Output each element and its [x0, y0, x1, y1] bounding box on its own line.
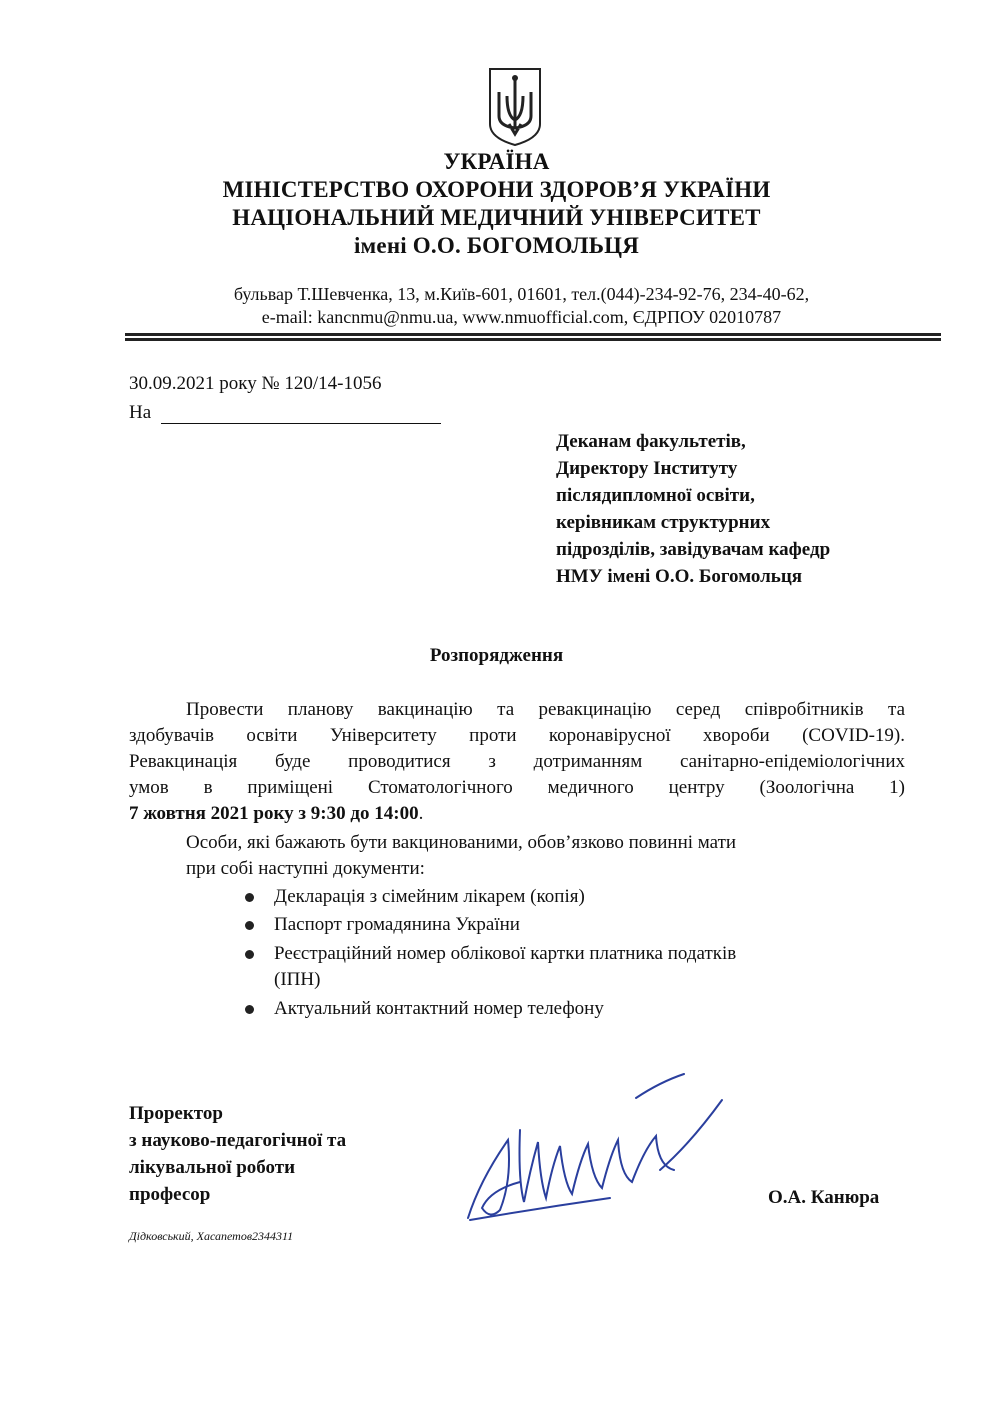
- addressee-line: післядипломної освіти,: [556, 485, 755, 506]
- document-list-item: Декларація з сімейним лікарем (копія): [274, 886, 585, 907]
- body-line: умов в приміщені Стоматологічного медичного центру (Зоологічна 1): [129, 777, 905, 798]
- addressee-line: підрозділів, завідувачам кафедр: [556, 539, 831, 560]
- body-line: при собі наступні документи:: [186, 858, 425, 879]
- vaccination-date: 7 жовтня 2021 року з 9:30 до 14:00: [129, 803, 419, 824]
- executor-note: Дідковський, Хасапетов2344311: [129, 1229, 294, 1243]
- header-country: УКРАЇНА: [443, 149, 550, 174]
- signatory-position: з науково-педагогічної та: [129, 1130, 347, 1151]
- reply-to-blank-line: [161, 423, 441, 424]
- signatory-position: лікувальної роботи: [129, 1157, 296, 1178]
- handwritten-signature: [460, 1070, 730, 1230]
- body-line: здобувачів освіти Університету проти коронавірусної хвороби (COVID-19).: [129, 725, 905, 746]
- date-number: 30.09.2021 року № 120/14-1056: [129, 373, 382, 394]
- header-divider-bottom: [125, 338, 941, 341]
- document-title: Розпорядження: [429, 645, 564, 666]
- document-list-item: Паспорт громадянина України: [274, 914, 520, 935]
- body-line: Особи, які бажають бути вакцинованими, обов’язково повинні мати: [186, 832, 737, 853]
- document-list-item: Реєстраційний номер облікової картки платника податків: [274, 943, 737, 964]
- address-line-2: e-mail: kancnmu@nmu.ua, www.nmuofficial.com, ЄДРПОУ 02010787: [261, 307, 782, 327]
- bullet-icon: [245, 1005, 254, 1014]
- signatory-position: Проректор: [129, 1103, 223, 1124]
- header-ministry: МІНІСТЕРСТВО ОХОРОНИ ЗДОРОВ’Я УКРАЇНИ: [222, 177, 771, 202]
- bullet-icon: [245, 893, 254, 902]
- addressee-line: Деканам факультетів,: [556, 431, 746, 452]
- addressee-line: Директору Інституту: [556, 458, 738, 479]
- reply-to-label: На: [129, 402, 152, 423]
- signatory-position: професор: [129, 1184, 211, 1205]
- vaccination-date-period: .: [418, 803, 424, 824]
- signatory-name: О.А. Канюра: [768, 1187, 880, 1208]
- addressee-line: керівникам структурних: [556, 512, 771, 533]
- document-list-item-continuation: (ІПН): [274, 969, 321, 990]
- address-line-1: бульвар Т.Шевченка, 13, м.Київ-601, 01601, тел.(044)-234-92-76, 234-40-62,: [233, 284, 810, 304]
- bullet-icon: [245, 950, 254, 959]
- body-line: Ревакцинація буде проводитися з дотриманням санітарно-епідеміологічних: [129, 751, 905, 772]
- bullet-icon: [245, 921, 254, 930]
- tryzub-coat-of-arms-icon: [487, 66, 543, 148]
- addressee-line: НМУ імені О.О. Богомольця: [556, 566, 803, 587]
- header-university: НАЦІОНАЛЬНИЙ МЕДИЧНИЙ УНІВЕРСИТЕТ: [232, 205, 761, 230]
- body-line: Провести планову вакцинацію та ревакцинацію серед співробітників та: [186, 699, 905, 720]
- vaccination-date-line: [129, 801, 423, 827]
- header-named-after: імені О.О. БОГОМОЛЬЦЯ: [353, 233, 640, 258]
- header-divider-top: [125, 333, 941, 336]
- document-list-item: Актуальний контактний номер телефону: [274, 998, 604, 1019]
